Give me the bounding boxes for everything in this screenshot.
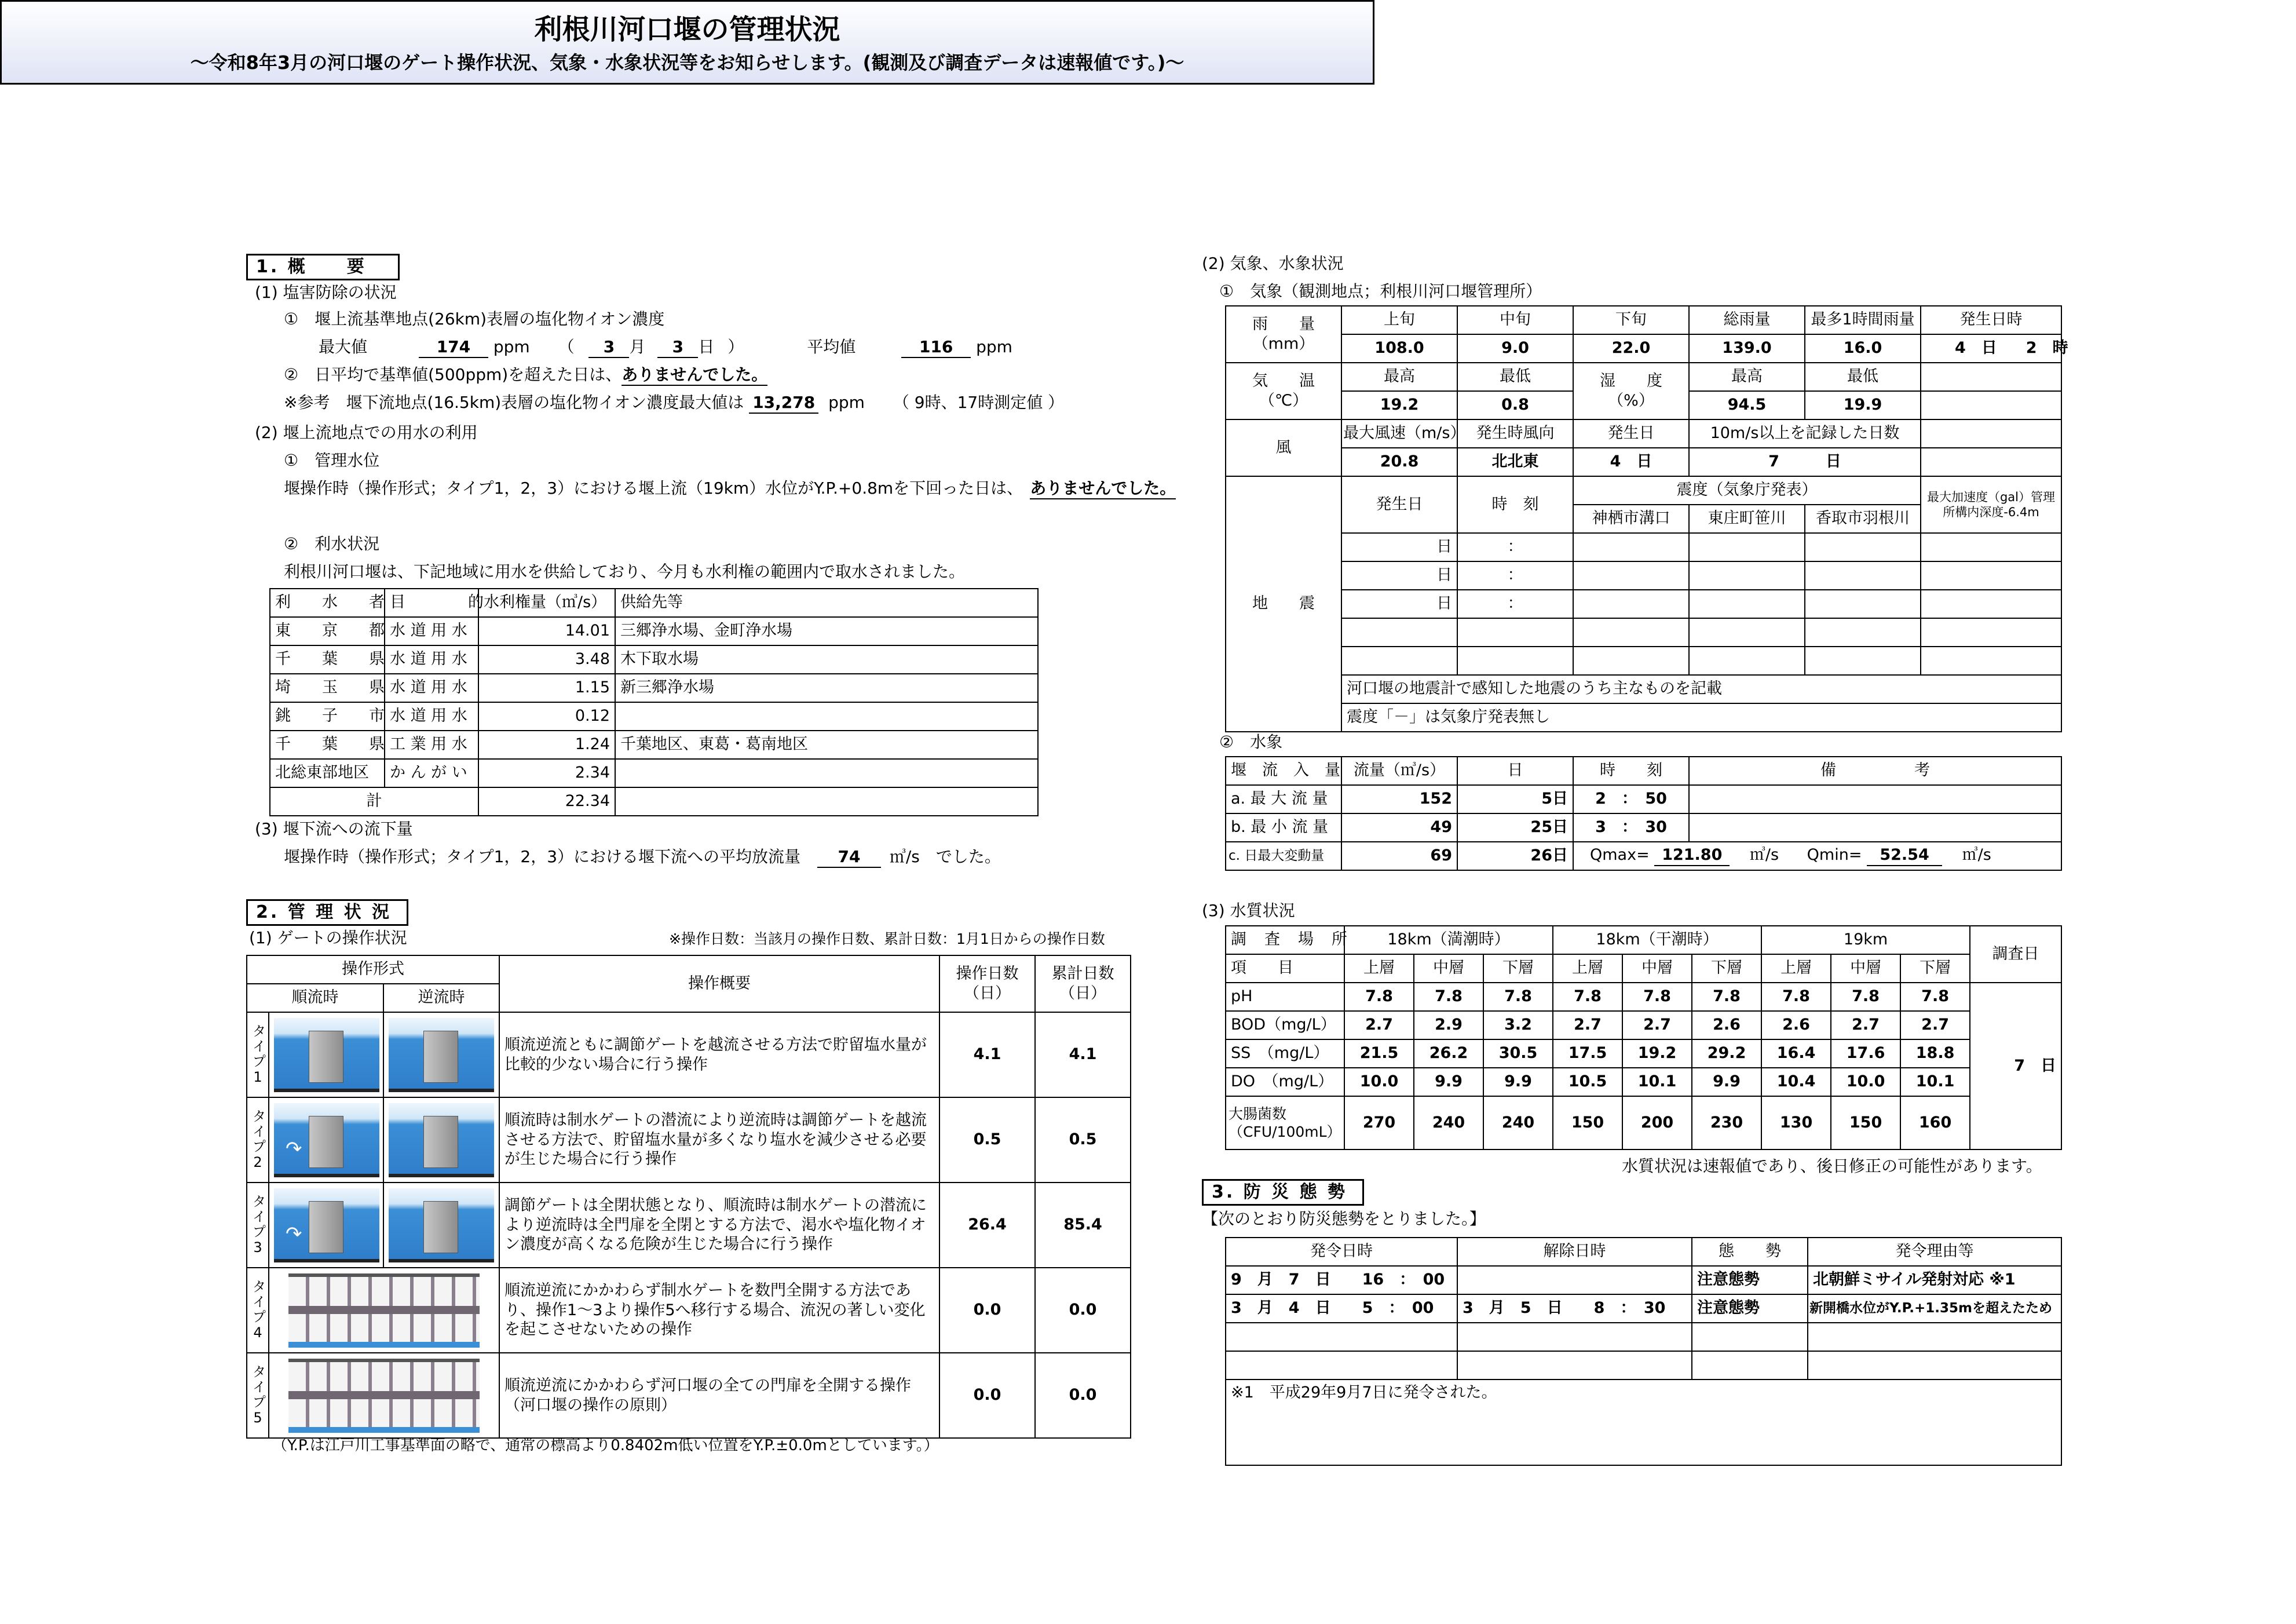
purpose: 水 道 用 水 xyxy=(385,617,478,645)
reason: 北朝鮮ミサイル発射対応 ※1 xyxy=(1808,1266,2061,1294)
wq-value: 150 xyxy=(1831,1096,1900,1149)
wq-value: 10.5 xyxy=(1553,1068,1622,1096)
summary: 順流逆流にかかわらず河口堰の全ての門扉を全開する操作（河口堰の操作の原則） xyxy=(499,1353,939,1438)
days: 0.0 xyxy=(939,1268,1035,1353)
rain-value: 16.0 xyxy=(1805,334,1921,363)
wq-value: 2.6 xyxy=(1761,1011,1831,1039)
page-title: 利根川河口堰の管理状況 xyxy=(534,13,840,46)
wind-label: 風 xyxy=(1226,419,1341,476)
th-layer: 下層 xyxy=(1900,954,1970,983)
dest: 三郷浄水場、金町浄水場 xyxy=(615,617,1038,645)
wq-value: 17.6 xyxy=(1831,1039,1900,1068)
water-quality-table xyxy=(1225,925,2062,1150)
flow-value: 69 xyxy=(1341,842,1457,870)
th: 調 査 場 所 xyxy=(1226,926,1344,954)
purpose: 工 業 用 水 xyxy=(385,731,478,759)
table-row xyxy=(247,1268,1131,1353)
wq-value: 2.6 xyxy=(1692,1011,1761,1039)
dest xyxy=(615,759,1038,787)
table-row xyxy=(1226,813,2061,842)
downstream-heading: (3) 堰下流への流下量 xyxy=(255,819,413,838)
gate-table xyxy=(246,955,1131,1439)
th: 時 刻 xyxy=(1573,757,1689,785)
th: 項 目 xyxy=(1226,954,1344,983)
fwd-image: ↷ xyxy=(269,1183,383,1268)
rev-image xyxy=(383,1183,499,1268)
th: 供給先等 xyxy=(615,589,1038,617)
flow-label: a. 最 大 流 量 xyxy=(1226,785,1341,813)
wq-item: pH xyxy=(1226,983,1344,1011)
salt-ref-row: ※参考 堰下流地点(16.5km)表層の塩化物イオン濃度最大値は 13,278 ppm （ 9時、17時測定値 ） xyxy=(284,393,1064,414)
wq-value: 9.9 xyxy=(1414,1068,1483,1096)
water-rights-table xyxy=(269,588,1039,816)
wq-value: 17.5 xyxy=(1553,1039,1622,1068)
downstream-text: 堰操作時（操作形式；タイプ1，2，3）における堰下流への平均放流量 74 ㎥/s でした。 xyxy=(284,847,1001,868)
wq-value: 3.2 xyxy=(1483,1011,1553,1039)
th: 中旬 xyxy=(1457,306,1573,334)
release-date: 3 月 5 日 8 ： 30 xyxy=(1457,1294,1692,1323)
quake-day: 日 xyxy=(1341,533,1457,561)
wq-value: 10.4 xyxy=(1761,1068,1831,1096)
total-value: 22.34 xyxy=(478,787,615,816)
wq-value: 18.8 xyxy=(1900,1039,1970,1068)
weir-image xyxy=(269,1268,499,1353)
weather-heading: (2) 気象、水象状況 xyxy=(1202,254,1344,273)
th: 発生時風向 xyxy=(1457,419,1573,448)
type-label: タイプ3 xyxy=(247,1183,269,1268)
yp-note: （Y.P.は江戸川工事基準面の略で、通常の標高より0.8402m低い位置をY.P.±0.0mとしています。） xyxy=(272,1437,939,1454)
wq-item: BOD（mg/L） xyxy=(1226,1011,1344,1039)
th: 10m/s以上を記録した日数 xyxy=(1689,419,1921,448)
cum: 0.0 xyxy=(1035,1268,1131,1353)
th: 目 的 xyxy=(385,589,478,617)
table-row xyxy=(1226,1011,2061,1039)
table-row xyxy=(247,1353,1131,1438)
gate-heading: (1) ゲートの操作状況 xyxy=(249,928,407,947)
water-quality-heading: (3) 水質状況 xyxy=(1202,901,1295,920)
table-row xyxy=(1226,1294,2061,1323)
water-use-heading: (2) 堰上流地点での用水の利用 xyxy=(255,423,478,442)
flow-day: 25日 xyxy=(1457,813,1573,842)
th-layer: 下層 xyxy=(1692,954,1761,983)
quake-time: ： xyxy=(1457,561,1573,590)
th-layer: 下層 xyxy=(1483,954,1553,983)
weather-subheading: ① 気象（観測地点；利根川河口堰管理所） xyxy=(1219,282,1542,301)
temp-min: 0.8 xyxy=(1457,391,1573,419)
wq-value: 10.0 xyxy=(1831,1068,1900,1096)
rain-date: 4 日 2 時 xyxy=(1921,334,2061,363)
wq-value: 7.8 xyxy=(1622,983,1692,1011)
rain-value: 108.0 xyxy=(1341,334,1457,363)
wq-value: 2.7 xyxy=(1622,1011,1692,1039)
th-summary: 操作概要 xyxy=(499,955,939,1012)
salt-ref-value: 13,278 xyxy=(749,393,818,414)
quake-time: ： xyxy=(1457,590,1573,618)
th: 震度（気象庁発表） xyxy=(1573,476,1921,505)
wq-value: 200 xyxy=(1622,1096,1692,1149)
th-accel: 最大加速度（gal）管理所構内深度-6.4m xyxy=(1921,476,2061,533)
th: 最高 xyxy=(1689,363,1805,391)
fwd-image: ↷ xyxy=(269,1097,383,1183)
table-row xyxy=(247,1183,1131,1268)
th: 下旬 xyxy=(1573,306,1689,334)
temp-max: 19.2 xyxy=(1341,391,1457,419)
quake-note: 河口堰の地震計で感知した地震のうち主なものを記載 xyxy=(1341,675,2061,703)
quake-day: 日 xyxy=(1341,590,1457,618)
flow-table xyxy=(1225,756,2062,871)
water-status-heading: ② 利水状況 xyxy=(284,534,380,553)
quake-time: ： xyxy=(1457,533,1573,561)
salt-item1: ① 堰上流基準地点(26km)表層の塩化物イオン濃度 xyxy=(284,309,665,329)
th-loc: 19km xyxy=(1761,926,1970,954)
th: 最大風速（m/s） xyxy=(1341,419,1457,448)
cum: 4.1 xyxy=(1035,1012,1131,1097)
th-layer: 上層 xyxy=(1761,954,1831,983)
table-row xyxy=(1226,842,2061,870)
page-subtitle: ～令和8年3月の河口堰のゲート操作状況、気象・水象状況等をお知らせします。(観測及び調査データは速報値です。)～ xyxy=(190,51,1184,74)
wq-item: SS （mg/L） xyxy=(1226,1039,1344,1068)
disaster-footnote: ※1 平成29年9月7日に発令された。 xyxy=(1226,1380,2061,1465)
wq-value: 19.2 xyxy=(1622,1039,1692,1068)
flow-label: c. 日最大変動量 xyxy=(1226,842,1341,870)
purpose: 水 道 用 水 xyxy=(385,702,478,731)
th: 発生日 xyxy=(1573,419,1689,448)
wq-value: 160 xyxy=(1900,1096,1970,1149)
rain-value: 139.0 xyxy=(1689,334,1805,363)
wind-count: 7 日 xyxy=(1689,448,1921,476)
wq-value: 10.0 xyxy=(1344,1068,1414,1096)
user: 銚 子 市 xyxy=(270,702,385,731)
downstream-value: 74 xyxy=(817,847,881,868)
th-cum: 累計日数 （日） xyxy=(1035,955,1131,1012)
amount: 14.01 xyxy=(478,617,615,645)
dest: 新三郷浄水場 xyxy=(615,674,1038,702)
cum: 0.0 xyxy=(1035,1353,1131,1438)
wq-value: 10.1 xyxy=(1622,1068,1692,1096)
th-layer: 上層 xyxy=(1553,954,1622,983)
type-label: タイプ2 xyxy=(247,1097,269,1183)
cum: 0.5 xyxy=(1035,1097,1131,1183)
wind-day: 4 日 xyxy=(1573,448,1689,476)
cum: 85.4 xyxy=(1035,1183,1131,1268)
th: 最多1時間雨量 xyxy=(1805,306,1921,334)
quake-label: 地 震 xyxy=(1226,476,1341,732)
th-date: 調査日 xyxy=(1970,926,2061,983)
wq-value: 2.9 xyxy=(1414,1011,1483,1039)
th: 解除日時 xyxy=(1457,1238,1692,1266)
rain-label: 雨 量 （mm） xyxy=(1226,306,1341,363)
table-row xyxy=(1226,785,2061,813)
table-row xyxy=(270,617,1038,645)
empty xyxy=(1921,363,2061,391)
mgmt-level-heading: ① 管理水位 xyxy=(284,451,380,470)
th-fwd: 順流時 xyxy=(247,984,383,1012)
wq-value: 7.8 xyxy=(1900,983,1970,1011)
salt-item2: ② 日平均で基準値(500ppm)を超えた日は、ありませんでした。 xyxy=(284,365,767,386)
th-rev: 逆流時 xyxy=(383,984,499,1012)
wq-value: 240 xyxy=(1414,1096,1483,1149)
summary: 順流時は制水ゲートの潜流により逆流時は調節ゲートを越流させる方法で、貯留塩水量が多くなり塩水を減少させる必要が生じた場合に行う操作 xyxy=(499,1097,939,1183)
release-date xyxy=(1457,1266,1692,1294)
wq-value: 21.5 xyxy=(1344,1039,1414,1068)
empty xyxy=(1921,448,2061,476)
days: 26.4 xyxy=(939,1183,1035,1268)
table-row xyxy=(247,1012,1131,1097)
th-layer: 上層 xyxy=(1344,954,1414,983)
th: 総雨量 xyxy=(1689,306,1805,334)
dest: 千葉地区、東葛・葛南地区 xyxy=(615,731,1038,759)
th: 態 勢 xyxy=(1692,1238,1808,1266)
wq-value: 2.7 xyxy=(1344,1011,1414,1039)
th: 最低 xyxy=(1805,363,1921,391)
wq-value: 9.9 xyxy=(1692,1068,1761,1096)
th-loc: 18km（満潮時） xyxy=(1344,926,1553,954)
th: 時 刻 xyxy=(1457,476,1573,533)
status: 注意態勢 xyxy=(1692,1266,1808,1294)
wq-value: 7.8 xyxy=(1761,983,1831,1011)
user: 埼 玉 県 xyxy=(270,674,385,702)
quake-note: 震度「－」は気象庁発表無し xyxy=(1341,703,2061,732)
summary: 順流逆流ともに調節ゲートを越流させる方法で貯留塩水量が比較的少ない場合に行う操作 xyxy=(499,1012,939,1097)
type-label: タイプ1 xyxy=(247,1012,269,1097)
wq-value: 150 xyxy=(1553,1096,1622,1149)
table-row xyxy=(270,645,1038,674)
wq-value: 7.8 xyxy=(1414,983,1483,1011)
flow-label: b. 最 小 流 量 xyxy=(1226,813,1341,842)
disaster-table xyxy=(1225,1237,2062,1466)
th-place: 東庄町笹川 xyxy=(1689,505,1805,533)
water-quality-note: 水質状況は速報値であり、後日修正の可能性があります。 xyxy=(1622,1156,2042,1176)
table-row xyxy=(1226,1096,2061,1149)
user: 千 葉 県 xyxy=(270,645,385,674)
th: 発令日時 xyxy=(1226,1238,1457,1266)
th: 備 考 xyxy=(1689,757,2061,785)
purpose: 水 道 用 水 xyxy=(385,645,478,674)
purpose: か ん が い xyxy=(385,759,478,787)
flow-day: 5日 xyxy=(1457,785,1573,813)
salt-max-value: 174 xyxy=(419,337,488,358)
th: 水利権量（㎥/s） xyxy=(478,589,615,617)
table-row xyxy=(1226,983,2061,1011)
wq-value: 10.1 xyxy=(1900,1068,1970,1096)
table-row xyxy=(247,1097,1131,1183)
empty xyxy=(615,787,1038,816)
th-layer: 中層 xyxy=(1414,954,1483,983)
hum-min: 19.9 xyxy=(1805,391,1921,419)
type-label: タイプ4 xyxy=(247,1268,269,1353)
wq-value: 240 xyxy=(1483,1096,1553,1149)
th: 発令理由等 xyxy=(1808,1238,2061,1266)
hydro-heading: ② 水象 xyxy=(1219,732,1283,751)
fwd-image xyxy=(269,1012,383,1097)
th-type: 操作形式 xyxy=(247,955,499,984)
wq-value: 16.4 xyxy=(1761,1039,1831,1068)
wq-value: 9.9 xyxy=(1483,1068,1553,1096)
section1-heading: 1. 概 要 xyxy=(246,254,400,280)
table-row xyxy=(270,702,1038,731)
th: 最低 xyxy=(1457,363,1573,391)
type-label: タイプ5 xyxy=(247,1353,269,1438)
th: 利 水 者 xyxy=(270,589,385,617)
wq-date: 7 日 xyxy=(1970,983,2061,1149)
th: 日 xyxy=(1457,757,1573,785)
table-row xyxy=(1226,1068,2061,1096)
wq-value: 2.7 xyxy=(1553,1011,1622,1039)
flow-day: 26日 xyxy=(1457,842,1573,870)
total-label: 計 xyxy=(270,787,478,816)
summary: 調節ゲートは全閉状態となり、順流時は制水ゲートの潜流により逆流時は全門扉を全閉とする方法で、渇水や塩化物イオン濃度が高くなる危険が生じた場合に行う操作 xyxy=(499,1183,939,1268)
wq-value: 29.2 xyxy=(1692,1039,1761,1068)
dest xyxy=(615,702,1038,731)
rain-value: 9.0 xyxy=(1457,334,1573,363)
section2-heading: 2. 管 理 状 況 xyxy=(246,899,408,926)
wq-value: 30.5 xyxy=(1483,1039,1553,1068)
wq-value: 230 xyxy=(1692,1096,1761,1149)
rev-image xyxy=(383,1097,499,1183)
flow-value: 152 xyxy=(1341,785,1457,813)
issue-date: 3 月 4 日 5 ： 00 xyxy=(1226,1294,1457,1323)
th-place: 神栖市溝口 xyxy=(1573,505,1689,533)
purpose: 水 道 用 水 xyxy=(385,674,478,702)
wq-value: 7.8 xyxy=(1553,983,1622,1011)
th-layer: 中層 xyxy=(1831,954,1900,983)
user: 千 葉 県 xyxy=(270,731,385,759)
wind-max: 20.8 xyxy=(1341,448,1457,476)
user: 北総東部地区 xyxy=(270,759,385,787)
flow-value: 49 xyxy=(1341,813,1457,842)
th-place: 香取市羽根川 xyxy=(1805,505,1921,533)
table-row-total xyxy=(270,787,1038,816)
wind-dir: 北北東 xyxy=(1457,448,1573,476)
section3-heading: 3. 防 災 態 勢 xyxy=(1202,1179,1364,1206)
amount: 1.15 xyxy=(478,674,615,702)
th: 堰 流 入 量 xyxy=(1226,757,1341,785)
th: 発生日 xyxy=(1341,476,1457,533)
status: 注意態勢 xyxy=(1692,1294,1808,1323)
hum-label: 湿 度 （%） xyxy=(1573,363,1689,419)
rain-value: 22.0 xyxy=(1573,334,1689,363)
wq-value: 2.7 xyxy=(1900,1011,1970,1039)
days: 4.1 xyxy=(939,1012,1035,1097)
th: 上旬 xyxy=(1341,306,1457,334)
wq-value: 130 xyxy=(1761,1096,1831,1149)
th-loc: 18km（干潮時） xyxy=(1553,926,1761,954)
table-row xyxy=(270,674,1038,702)
days: 0.0 xyxy=(939,1353,1035,1438)
table-row xyxy=(270,759,1038,787)
weather-table xyxy=(1225,305,2068,732)
weir-image xyxy=(269,1353,499,1438)
wq-value: 7.8 xyxy=(1483,983,1553,1011)
title-box xyxy=(0,0,1374,85)
summary: 順流逆流にかかわらず制水ゲートを数門全開する方法であり、操作1～3より操作5へ移行する場合、流況の著しい変化を起こさせないための操作 xyxy=(499,1268,939,1353)
rev-image xyxy=(383,1012,499,1097)
th-layer: 中層 xyxy=(1622,954,1692,983)
gate-note: ※操作日数：当該月の操作日数、累計日数：1月1日からの操作日数 xyxy=(669,930,1105,947)
wq-value: 7.8 xyxy=(1831,983,1900,1011)
days: 0.5 xyxy=(939,1097,1035,1183)
amount: 3.48 xyxy=(478,645,615,674)
issue-date: 9 月 7 日 16 ： 00 xyxy=(1226,1266,1457,1294)
th-days: 操作日数 （日） xyxy=(939,955,1035,1012)
th: 最高 xyxy=(1341,363,1457,391)
th: 発生日時 xyxy=(1921,306,2061,334)
disaster-intro: 【次のとおり防災態勢をとりました。】 xyxy=(1202,1209,1486,1228)
flow-qrange: Qmax= 121.80 ㎥/s Qmin= 52.54 ㎥/s xyxy=(1573,842,2061,870)
hum-max: 94.5 xyxy=(1689,391,1805,419)
wq-item: 大腸菌数 （CFU/100mL） xyxy=(1226,1096,1344,1149)
salt-heading: (1) 塩害防除の状況 xyxy=(255,283,397,302)
amount: 0.12 xyxy=(478,702,615,731)
wq-item: DO （mg/L） xyxy=(1226,1068,1344,1096)
flow-time: 2 ： 50 xyxy=(1573,785,1689,813)
salt-avg-value: 116 xyxy=(901,337,971,358)
flow-time: 3 ： 30 xyxy=(1573,813,1689,842)
amount: 1.24 xyxy=(478,731,615,759)
temp-label: 気 温 （℃） xyxy=(1226,363,1341,419)
wq-value: 7.8 xyxy=(1344,983,1414,1011)
empty xyxy=(1921,391,2061,419)
user: 東 京 都 xyxy=(270,617,385,645)
empty xyxy=(1921,419,2061,448)
dest: 木下取水場 xyxy=(615,645,1038,674)
reason: 新開橋水位がY.P.+1.35mを超えたため xyxy=(1808,1294,2061,1323)
table-row xyxy=(1226,1266,2061,1294)
quake-day: 日 xyxy=(1341,561,1457,590)
wq-value: 270 xyxy=(1344,1096,1414,1149)
th: 流量（㎥/s） xyxy=(1341,757,1457,785)
amount: 2.34 xyxy=(478,759,615,787)
salt-max-row: 最大値 174 ppm （ 3 月 3 日 ） 平均値 116 ppm xyxy=(319,337,1012,358)
wq-value: 2.7 xyxy=(1831,1011,1900,1039)
wq-value: 7.8 xyxy=(1692,983,1761,1011)
wq-value: 26.2 xyxy=(1414,1039,1483,1068)
table-row xyxy=(1226,1039,2061,1068)
table-row xyxy=(270,731,1038,759)
water-status-text: 利根川河口堰は、下記地域に用水を供給しており、今月も水利権の範囲内で取水されました。 xyxy=(284,562,966,581)
mgmt-level-text: 堰操作時（操作形式；タイプ1，2，3）における堰上流（19km）水位がY.P.+0.8mを下回った日は、 ありませんでした。 xyxy=(284,479,1176,499)
